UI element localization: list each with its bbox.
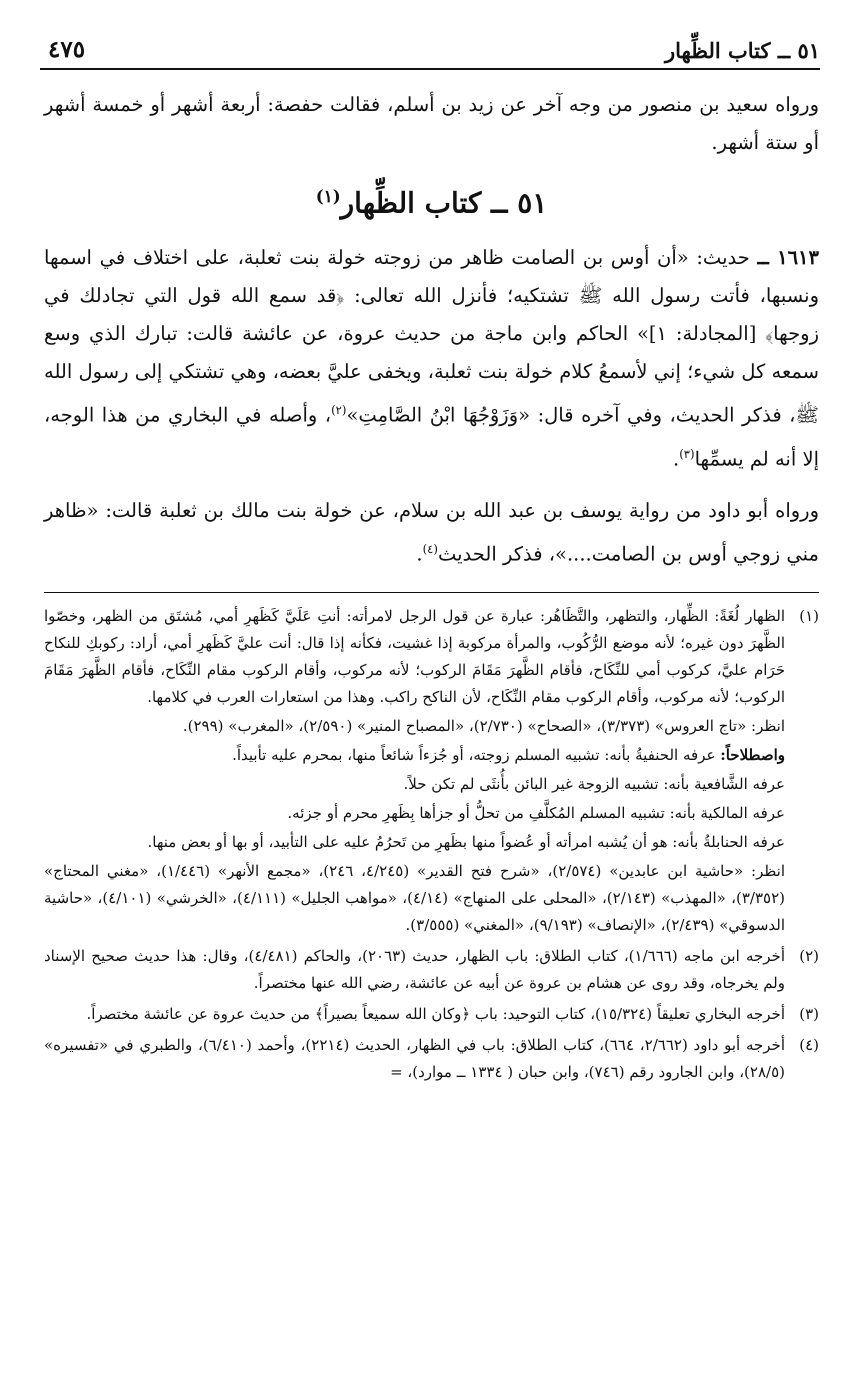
hadith-number: ١٦١٣ ــ	[757, 246, 819, 270]
footnote-divider	[44, 592, 819, 593]
footnote-1-technical-label: واصطلاحاً:	[720, 745, 785, 764]
hadith-text-b: ، وأصله في البخاري من هذا الوجه، إلا أنه لم يسمِّها	[44, 403, 819, 471]
footnote-1-maliki: عرفه المالكية بأنه: تشبيه المسلم المُكلَّفِ من تحلُّ أو جزأها بِظَهرِ محرم أو جزئه.	[287, 803, 785, 822]
abudawud-text: ورواه أبو داود من رواية يوسف بن عبد الله بن سلام، عن خولة بنت مالك بن ثعلبة قالت: «ظاهر مني زوجي أوس بن الصامت....»، فذكر الحديث	[44, 499, 819, 566]
footnote-4-text: أخرجه أبو داود (٢/٦٦٢، ٦٦٤)، كتاب الطلاق: باب في الظهار، الحديث (٢٢١٤)، وأحمد (٦/٤١٠)، والطبري في «تفسيره» (٢٨/٥)، وابن الجارود رقم (٧٤٦)، وابن حبان ( ١٣٣٤ ــ موارد)، =	[44, 1035, 785, 1081]
footnote-4	[44, 1032, 819, 1086]
abudawud-paragraph	[44, 492, 819, 574]
footnote-4-mark: (٤)	[799, 1035, 819, 1054]
footnote-1-refs-fiqh: انظر: «حاشية ابن عابدين» (٢/٥٧٤)، «شرح فتح القدير» (٤/٢٤٥، ٢٤٦)، «مجمع الأنهر» (١/٤٤٦)، «مغني المحتاج» (٣/٣٥٢)، «المهذب» (٢/١٤٣)، «المحلى على المنهاج» (٤/١٤)، «مواهب الجليل» (٤/١١١)، «الخرشي» (٤/١٠١)، «حاشية الدسوقي» (٢/٤٣٩)، «الإنصاف» (٩/١٩٣)، «المغني» (٣/٥٥٥).	[44, 861, 785, 934]
footnote-1-lexical: الظهار لُغَةً: الظِّهار، والتظهر، والتَّظَاهُر: عبارة عن قول الرجل لامرأته: أنتِ عَلَيَّ كَظَهرِ أمي، مُشتَق من الظهر، وخصّوا الظَّهرَ دون غيره؛ لأنه موضع الرُّكُوب، والمرأة مركوبة إذا غشيت، فكأنه إذا قال: أنت عليَّ كَظَهرِ أمي، أراد: ركوبكِ للنكاح حَرَام عليَّ، كركوب أمي للنِّكَاح، فأقام الظَّهرَ مَقَامَ الركوب؛ لأنه مركوب، وأقام الركوب مقام النِّكَاح، فأقام الظَّهرَ مَقَامَ الركوب؛ لأنه مركوب، وأقام الركوب مقام النِّكَاح، لأن الناكح راكب. وهذا من استعارات العرب في كلامها.	[44, 606, 786, 706]
chapter-footnote-ref: (١)	[315, 186, 341, 206]
page-header	[40, 32, 820, 70]
hadith-text-a: حديث: «أن أوس بن الصامت ظاهر من زوجته خولة بنت ثعلبة، على اختلاف في اسمها ونسبها، فأتت رسول الله ﷺ تشتكيه؛ فأنزل الله تعالى: ﴿قد سمع الله قول التي تجادلك في زوجها﴾ [المجادلة: ١]» الحاكم وابن ماجة من حديث عروة، عن عائشة قالت: تبارك الذي وسع سمعه كل شيء؛ إني لأسمعُ كلام خولة بنت ثعلبة، ويخفى عليَّ بعضه، وهي تشتكي إلى رسول الله ﷺ، فذكر الحديث، وفي آخره قال: «وَزَوْجُهَا ابْنُ الصَّامِتِ»	[44, 246, 819, 427]
footnote-2	[44, 943, 819, 997]
footnote-3-text: أخرجه البخاري تعليقاً (١٥/٣٢٤)، كتاب التوحيد: باب ﴿وكان الله سميعاً بصيراً﴾ من حديث عروة عن عائشة مختصراً.	[86, 1004, 785, 1023]
footnote-1-hanafi: عرفه الحنفيةُ بأنه: تشبيه المسلم زوجته، أو جُزءاً شائعاً منها، بمحرم عليه تأبيداً.	[232, 745, 721, 764]
footnote-1-refs-lexical: انظر: «تاج العروس» (٣/٣٧٣)، «الصحاح» (٢/٧٣٠)، «المصباح المنير» (٢/٥٩٠)، «المغرب» (٢٩٩).	[182, 716, 785, 735]
running-title: ٥١ ــ كتاب الظِّهار	[665, 38, 820, 63]
hadith-text-c: .	[673, 447, 680, 471]
abudawud-end: .	[416, 542, 423, 566]
footnote-1	[44, 603, 819, 939]
footnote-1-mark: (١)	[799, 606, 819, 625]
footnote-1-technical	[44, 742, 785, 769]
hadith-paragraph	[44, 239, 819, 478]
chapter-heading	[44, 174, 819, 225]
page-body	[44, 86, 819, 1090]
chapter-title: ٥١ ــ كتاب الظِّهار	[340, 186, 548, 220]
footnote-2-mark: (٢)	[799, 946, 819, 965]
footnote-3	[44, 1001, 819, 1028]
footnote-ref-3: (٣)	[679, 446, 695, 461]
page-number: ٤٧٥	[48, 36, 86, 63]
footnote-2-text: أخرجه ابن ماجه (١/٦٦٦)، كتاب الطلاق: باب الظهار، حديث (٢٠٦٣)، والحاكم (٤/٤٨١)، وقال: هذا حديث صحيح الإسناد ولم يخرجاه، وقد روى عن هشام بن عروة عن أبيه عن عائشة، رضي الله عنها مختصراً.	[44, 946, 785, 992]
footnote-1-hanbali: عرفه الحنابلةُ بأنه: هو أن يُشبه امرأته أو عُضواً منها بظَهرِ من تَحرُمُ عليه على التأبيد، أو بها أو بعض منها.	[147, 832, 785, 851]
footnote-ref-2: (٢)	[331, 403, 347, 418]
footnote-1-shafii: عرفه الشَّافعية بأنه: تشبيه الزوجة غير البائن بأُنثَى لم تكن حلاً.	[403, 774, 785, 793]
footnote-ref-4: (٤)	[422, 542, 438, 557]
intro-paragraph: ورواه سعيد بن منصور من وجه آخر عن زيد بن أسلم، فقالت حفصة: أربعة أشهر أو خمسة أشهر أو ستة أشهر.	[44, 93, 819, 154]
footnote-3-mark: (٣)	[799, 1004, 819, 1023]
